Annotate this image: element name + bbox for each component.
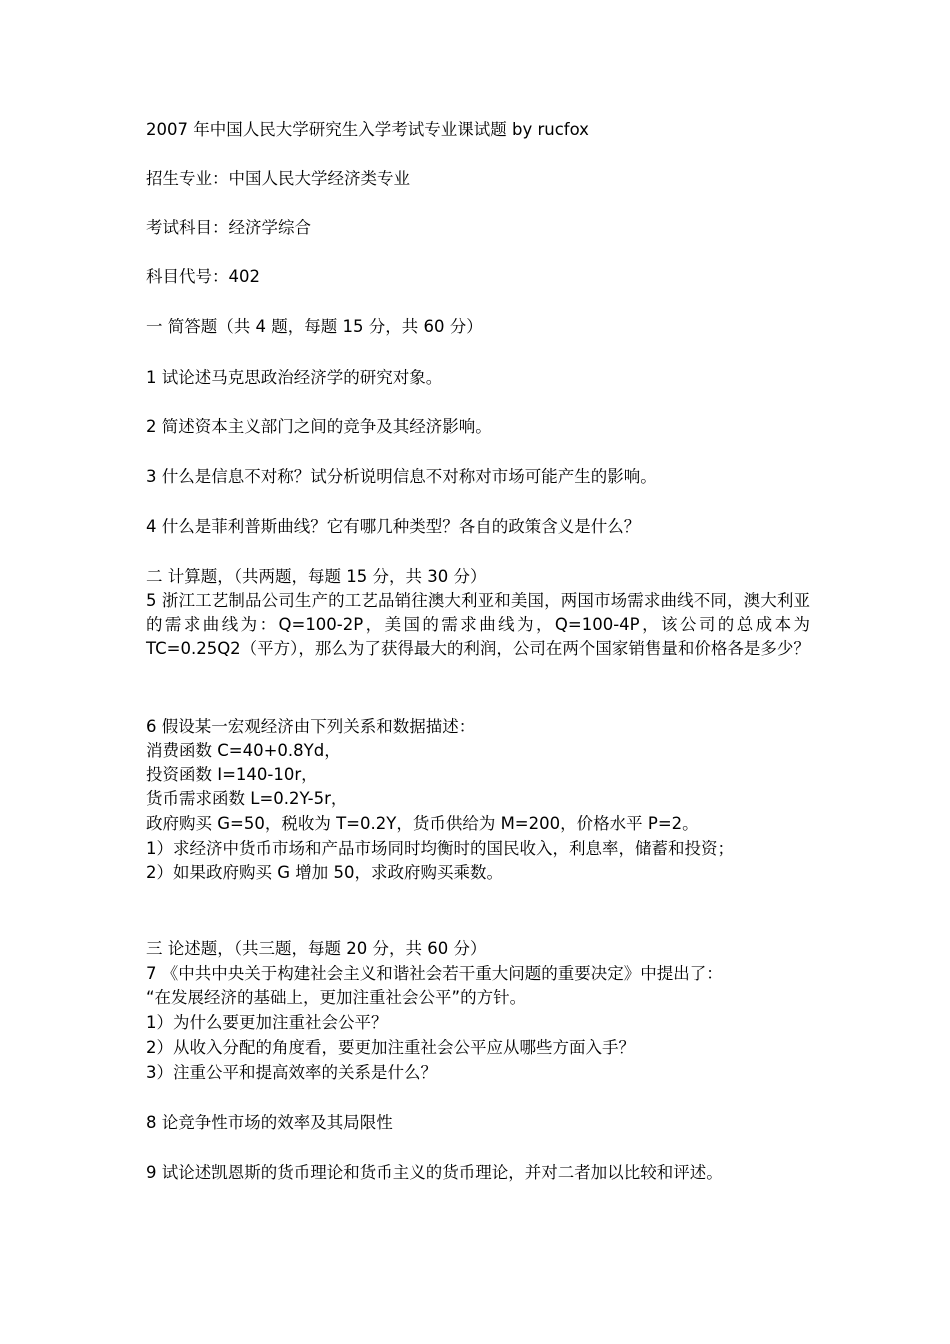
question-7-line-2: “在发展经济的基础上，更加注重社会公平”的方针。 xyxy=(146,988,527,1007)
question-3: 3 什么是信息不对称？试分析说明信息不对称对市场可能产生的影响。 xyxy=(146,467,657,486)
question-7-line-1: 7 《中共中央关于构建社会主义和谐社会若干重大问题的重要决定》中提出了： xyxy=(146,964,723,983)
question-5: 5 浙江工艺制品公司生产的工艺品销往澳大利亚和美国，两国市场需求曲线不同，澳大利亚的需求曲线为：Q=100-2P，美国的需求曲线为，Q=100-4P，该公司的总成本为 TC=0.25Q2（平方），那么为了获得最大的利润，公司在两个国家销售量和价格各是多少？ xyxy=(146,591,810,658)
question-4: 4 什么是菲利普斯曲线？它有哪几种类型？各自的政策含义是什么？ xyxy=(146,517,641,536)
section-1-heading: 一 简答题（共 4 题，每题 15 分，共 60 分） xyxy=(146,317,483,336)
section-2-heading: 二 计算题，（共两题，每题 15 分，共 30 分） xyxy=(146,567,487,586)
question-6-intro: 6 假设某一宏观经济由下列关系和数据描述： xyxy=(146,717,476,736)
question-6-part-1: 1）求经济中货币市场和产品市场同时均衡时的国民收入，利息率，储蓄和投资； xyxy=(146,839,734,858)
question-9: 9 试论述凯恩斯的货币理论和货币主义的货币理论，并对二者加以比较和评述。 xyxy=(146,1163,723,1182)
major-line: 招生专业：中国人民大学经济类专业 xyxy=(146,169,410,188)
document-title: 2007 年中国人民大学研究生入学考试专业课试题 by rucfox xyxy=(146,120,589,139)
subject-line: 考试科目：经济学综合 xyxy=(146,218,311,237)
question-7-part-1: 1）为什么要更加注重社会公平？ xyxy=(146,1013,388,1032)
government-data: 政府购买 G=50，税收为 T=0.2Y，货币供给为 M=200，价格水平 P=2。 xyxy=(146,814,699,833)
question-8: 8 论竞争性市场的效率及其局限性 xyxy=(146,1113,393,1132)
question-2: 2 简述资本主义部门之间的竞争及其经济影响。 xyxy=(146,417,492,436)
consumption-function: 消费函数 C=40+0.8Yd， xyxy=(146,741,341,760)
question-7-part-3: 3）注重公平和提高效率的关系是什么？ xyxy=(146,1063,437,1082)
question-1: 1 试论述马克思政治经济学的研究对象。 xyxy=(146,368,443,387)
section-3-heading: 三 论述题，（共三题，每题 20 分，共 60 分） xyxy=(146,939,487,958)
subject-code-line: 科目代号：402 xyxy=(146,267,260,286)
investment-function: 投资函数 I=140-10r， xyxy=(146,765,318,784)
question-7-part-2: 2）从收入分配的角度看，要更加注重社会公平应从哪些方面入手？ xyxy=(146,1038,635,1057)
question-6-part-2: 2）如果政府购买 G 增加 50，求政府购买乘数。 xyxy=(146,863,504,882)
money-demand-function: 货币需求函数 L=0.2Y-5r， xyxy=(146,789,348,808)
